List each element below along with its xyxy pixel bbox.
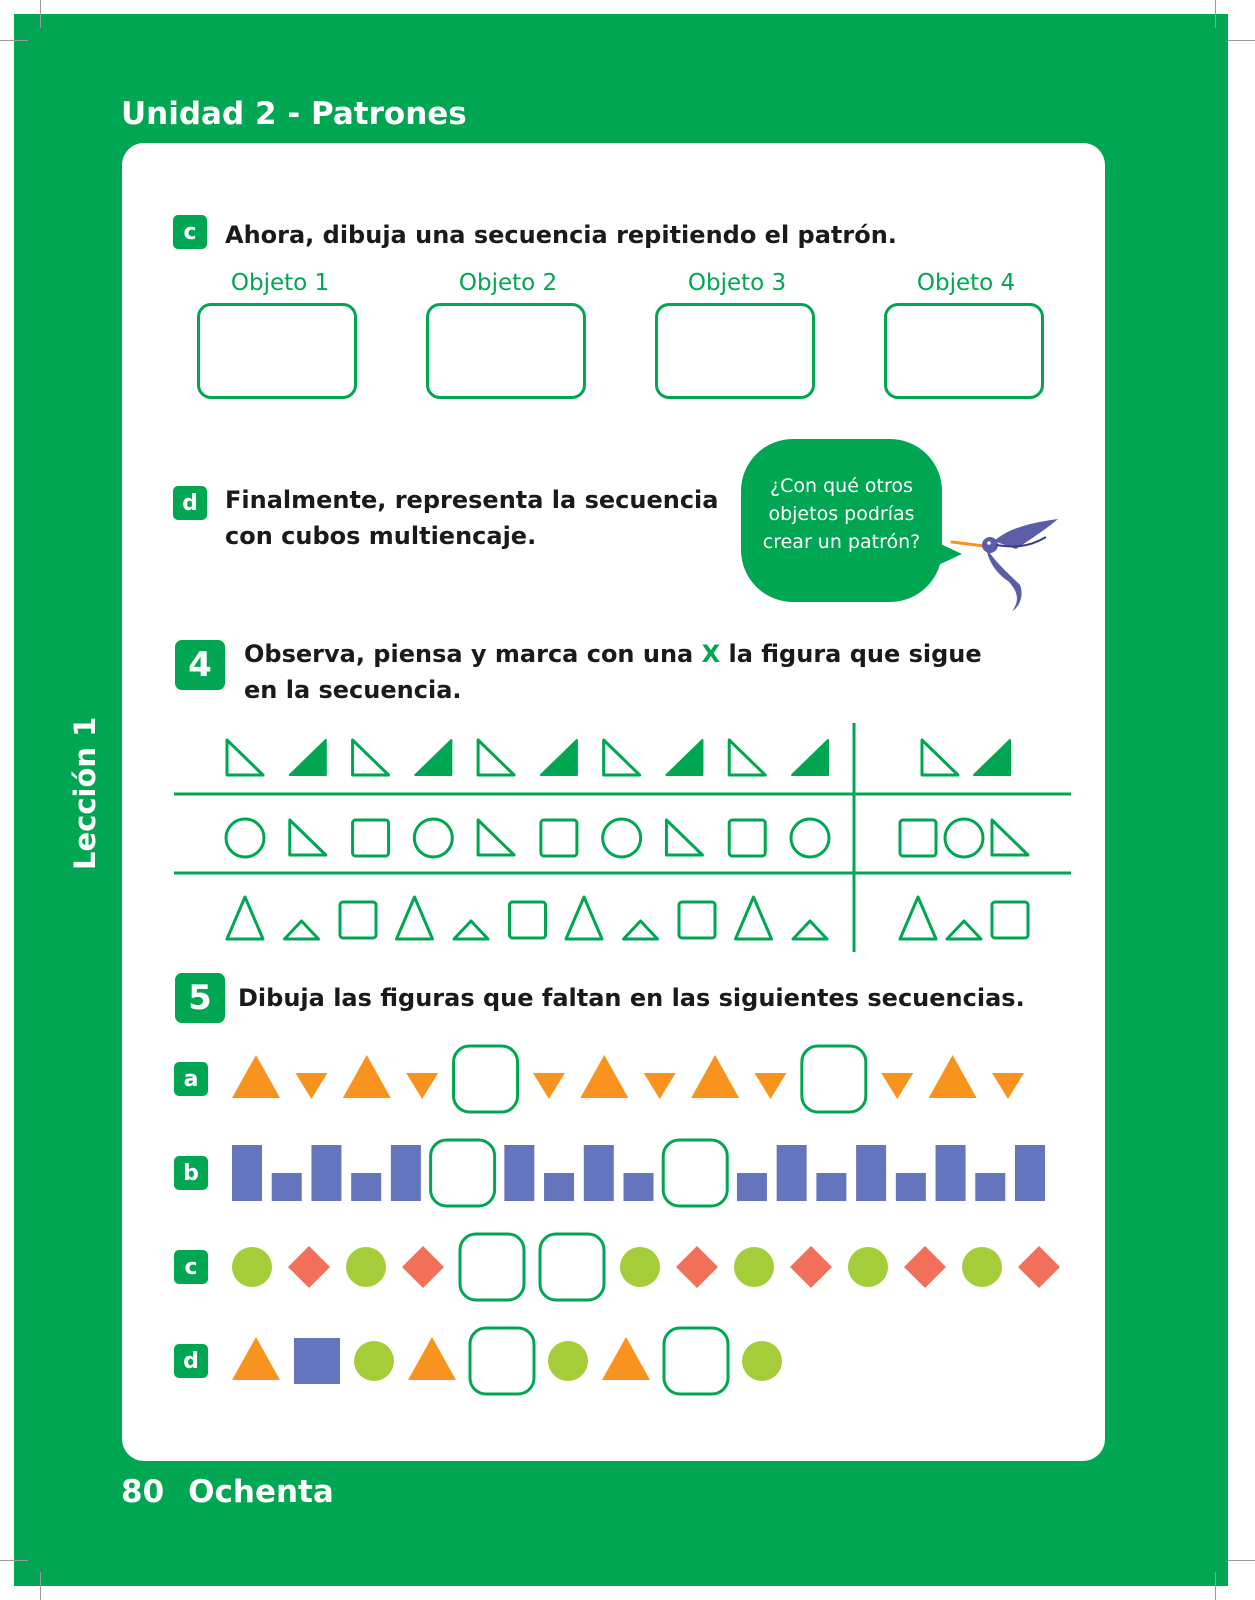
section-d-instruction-line1: Finalmente, representa la secuencia bbox=[225, 486, 719, 514]
right-triangle-filled-shape bbox=[541, 740, 577, 775]
blue-bar-tall-shape bbox=[936, 1145, 966, 1201]
right-triangle-outline-shape bbox=[478, 820, 514, 855]
coral-diamond-shape bbox=[790, 1246, 832, 1288]
blue-bar-short-shape bbox=[737, 1173, 767, 1201]
object-4-label: Objeto 4 bbox=[916, 270, 1016, 296]
lime-circle-shape bbox=[742, 1341, 782, 1381]
circle-outline-shape bbox=[791, 819, 829, 857]
missing-figure-box[interactable] bbox=[460, 1234, 524, 1300]
object-3-label: Objeto 3 bbox=[687, 270, 787, 296]
orange-triangle-up-shape bbox=[580, 1055, 628, 1098]
circle-outline-shape bbox=[226, 819, 264, 857]
exercise-4-option-hotspot[interactable] bbox=[970, 733, 1014, 783]
missing-figure-box[interactable] bbox=[431, 1140, 495, 1206]
exercise-5-row-c-label: c bbox=[174, 1250, 208, 1284]
missing-figure-box[interactable] bbox=[540, 1234, 604, 1300]
blue-bar-tall-shape bbox=[777, 1145, 807, 1201]
exercise-4-option-hotspot[interactable] bbox=[918, 733, 962, 783]
right-triangle-filled-shape bbox=[792, 740, 828, 775]
orange-triangle-up-shape bbox=[232, 1337, 280, 1380]
bubble-line-3: crear un patrón? bbox=[762, 531, 921, 553]
blue-square-shape bbox=[294, 1338, 340, 1384]
page-number: 80 bbox=[121, 1474, 165, 1510]
missing-figure-box[interactable] bbox=[663, 1140, 727, 1206]
page-footer bbox=[121, 1474, 334, 1510]
orange-triangle-up-shape bbox=[408, 1337, 456, 1380]
exercise-4-option-hotspot[interactable] bbox=[942, 813, 986, 863]
x-mark-icon: X bbox=[701, 640, 721, 668]
page-word: Ochenta bbox=[188, 1474, 334, 1510]
right-triangle-outline-shape bbox=[227, 740, 263, 775]
lime-circle-shape bbox=[346, 1247, 386, 1287]
lime-circle-shape bbox=[548, 1341, 588, 1381]
section-c-badge: c bbox=[173, 215, 207, 249]
small-triangle-outline-shape bbox=[624, 921, 658, 939]
circle-outline-shape bbox=[603, 819, 641, 857]
exercise-5-row-a-label: a bbox=[174, 1062, 208, 1096]
lime-circle-shape bbox=[232, 1247, 272, 1287]
coral-diamond-shape bbox=[676, 1246, 718, 1288]
bubble-line-1: ¿Con qué otros bbox=[770, 475, 913, 497]
exercise-4-option-hotspot[interactable] bbox=[988, 895, 1032, 945]
square-outline-shape bbox=[679, 902, 715, 938]
bubble-line-2: objetos podrías bbox=[768, 503, 915, 525]
exercise-4-option-hotspot[interactable] bbox=[896, 895, 940, 945]
small-triangle-outline-shape bbox=[454, 921, 488, 939]
exercise-4-instruction-line2: en la secuencia. bbox=[244, 676, 462, 704]
orange-triangle-down-shape bbox=[644, 1073, 676, 1099]
missing-figure-box[interactable] bbox=[802, 1046, 866, 1112]
section-c-instruction: Ahora, dibuja una secuencia repitiendo el patrón. bbox=[225, 221, 897, 249]
exercise-4-instruction-post: la figura que sigue bbox=[728, 640, 982, 668]
section-d-instruction-line2: con cubos multiencaje. bbox=[225, 522, 537, 550]
section-d-badge: d bbox=[173, 486, 207, 520]
coral-diamond-shape bbox=[402, 1246, 444, 1288]
square-outline-shape bbox=[510, 902, 546, 938]
blue-bar-tall-shape bbox=[856, 1145, 886, 1201]
lime-circle-shape bbox=[962, 1247, 1002, 1287]
right-triangle-filled-shape bbox=[415, 740, 451, 775]
exercise-4-option-hotspot[interactable] bbox=[942, 895, 986, 945]
object-1-label: Objeto 1 bbox=[230, 270, 330, 296]
blue-bar-short-shape bbox=[896, 1173, 926, 1201]
blue-bar-tall-shape bbox=[504, 1145, 534, 1201]
right-triangle-outline-shape bbox=[604, 740, 640, 775]
orange-triangle-down-shape bbox=[406, 1073, 438, 1099]
coral-diamond-shape bbox=[288, 1246, 330, 1288]
exercise-5-row-d-label: d bbox=[174, 1344, 208, 1378]
missing-figure-box[interactable] bbox=[470, 1328, 534, 1394]
square-outline-shape bbox=[353, 820, 389, 856]
object-2-label: Objeto 2 bbox=[458, 270, 558, 296]
blue-bar-tall-shape bbox=[311, 1145, 341, 1201]
blue-bar-short-shape bbox=[816, 1173, 846, 1201]
orange-triangle-down-shape bbox=[754, 1073, 786, 1099]
coral-diamond-shape bbox=[1018, 1246, 1060, 1288]
orange-triangle-down-shape bbox=[295, 1073, 327, 1099]
orange-triangle-down-shape bbox=[992, 1073, 1024, 1099]
blue-bar-tall-shape bbox=[584, 1145, 614, 1201]
right-triangle-filled-shape bbox=[666, 740, 702, 775]
lime-circle-shape bbox=[620, 1247, 660, 1287]
circle-outline-shape bbox=[414, 819, 452, 857]
coral-diamond-shape bbox=[904, 1246, 946, 1288]
lime-circle-shape bbox=[354, 1341, 394, 1381]
right-triangle-outline-shape bbox=[478, 740, 514, 775]
exercise-4-instruction-pre: Observa, piensa y marca con una bbox=[244, 640, 694, 668]
exercise-5-badge: 5 bbox=[175, 973, 225, 1023]
right-triangle-outline-shape bbox=[729, 740, 765, 775]
blue-bar-short-shape bbox=[351, 1173, 381, 1201]
blue-bar-short-shape bbox=[975, 1173, 1005, 1201]
orange-triangle-up-shape bbox=[343, 1055, 391, 1098]
right-triangle-outline-shape bbox=[353, 740, 389, 775]
blue-bar-tall-shape bbox=[1015, 1145, 1045, 1201]
lime-circle-shape bbox=[734, 1247, 774, 1287]
lesson-label-text: Lección 1 bbox=[68, 716, 102, 870]
blue-bar-tall-shape bbox=[232, 1145, 262, 1201]
exercise-5-row-b-label: b bbox=[174, 1156, 208, 1190]
orange-triangle-up-shape bbox=[929, 1055, 977, 1098]
tall-triangle-outline-shape bbox=[566, 897, 602, 939]
unit-title: Unidad 2 - Patrones bbox=[121, 96, 467, 132]
orange-triangle-up-shape bbox=[232, 1055, 280, 1098]
square-outline-shape bbox=[340, 902, 376, 938]
blue-bar-short-shape bbox=[272, 1173, 302, 1201]
square-outline-shape bbox=[729, 820, 765, 856]
blue-bar-short-shape bbox=[624, 1173, 654, 1201]
tall-triangle-outline-shape bbox=[227, 897, 263, 939]
square-outline-shape bbox=[541, 820, 577, 856]
tall-triangle-outline-shape bbox=[736, 897, 772, 939]
tall-triangle-outline-shape bbox=[397, 897, 433, 939]
missing-figure-box[interactable] bbox=[664, 1328, 728, 1394]
exercise-4-option-hotspot[interactable] bbox=[988, 813, 1032, 863]
right-triangle-filled-shape bbox=[290, 740, 326, 775]
lime-circle-shape bbox=[848, 1247, 888, 1287]
missing-figure-box[interactable] bbox=[454, 1046, 518, 1112]
orange-triangle-down-shape bbox=[533, 1073, 565, 1099]
exercise-4-option-hotspot[interactable] bbox=[896, 813, 940, 863]
orange-triangle-up-shape bbox=[602, 1337, 650, 1380]
orange-triangle-up-shape bbox=[691, 1055, 739, 1098]
blue-bar-tall-shape bbox=[391, 1145, 421, 1201]
small-triangle-outline-shape bbox=[285, 921, 319, 939]
exercise-4-badge: 4 bbox=[175, 640, 225, 690]
small-triangle-outline-shape bbox=[793, 921, 827, 939]
right-triangle-outline-shape bbox=[666, 820, 702, 855]
right-triangle-outline-shape bbox=[290, 820, 326, 855]
orange-triangle-down-shape bbox=[881, 1073, 913, 1099]
blue-bar-short-shape bbox=[544, 1173, 574, 1201]
exercise-5-instruction: Dibuja las figuras que faltan en las siguientes secuencias. bbox=[238, 984, 1025, 1012]
